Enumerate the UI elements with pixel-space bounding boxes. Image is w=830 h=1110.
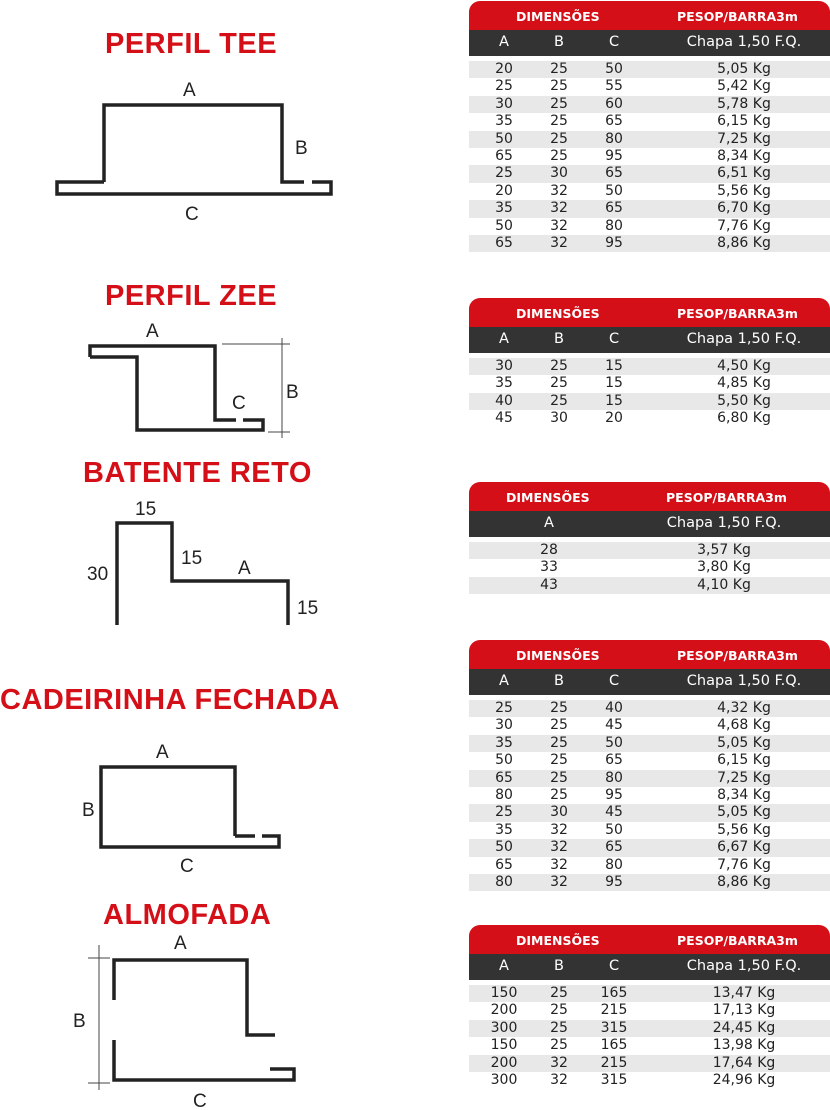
title-perfil-tee: PERFIL TEE	[105, 28, 278, 60]
table-cell: 20	[495, 61, 513, 77]
table-cell: 4,85 Kg	[717, 375, 771, 392]
table-cell: 60	[605, 95, 623, 112]
table-cell: 80	[605, 217, 623, 234]
table-cell: 45	[605, 804, 623, 821]
table-cell: 45	[495, 410, 513, 427]
table-cell: 80	[605, 130, 623, 147]
table-row	[469, 822, 830, 839]
table-cell: 32	[550, 182, 568, 199]
column-header: A	[544, 515, 554, 531]
table-cell: 40	[605, 700, 623, 716]
table-cell: 50	[605, 821, 623, 838]
table-cell: 32	[550, 821, 568, 838]
column-header: B	[554, 331, 564, 347]
table-cell: 32	[550, 234, 568, 251]
table-cell: 25	[550, 392, 568, 409]
table-row	[469, 577, 830, 594]
table-cell: 25	[550, 717, 568, 734]
tee-label-a: A	[183, 80, 196, 101]
table-cell: 25	[550, 1037, 568, 1054]
header-peso: PESOP/BARRA3m	[677, 933, 798, 948]
table-cell: 8,86 Kg	[717, 234, 771, 251]
table-row	[469, 183, 830, 200]
table-cell: 40	[495, 392, 513, 409]
table-cell: 25	[550, 95, 568, 112]
table-cell: 165	[600, 985, 628, 1001]
table-cell: 80	[605, 769, 623, 786]
table-cell: 25	[495, 78, 513, 95]
table-row	[469, 985, 830, 1002]
table-cell: 6,70 Kg	[717, 200, 771, 217]
column-header-weight: Chapa 1,50 F.Q.	[686, 673, 802, 689]
table-cell: 25	[550, 985, 568, 1001]
table-body	[469, 537, 830, 594]
table-cell: 65	[495, 769, 513, 786]
table-cell: 65	[605, 200, 623, 217]
table-cell: 33	[540, 559, 558, 576]
table-cell: 80	[605, 856, 623, 873]
table-body	[469, 695, 830, 891]
title-batente-reto: BATENTE RETO	[83, 457, 312, 489]
table-cell: 50	[495, 217, 513, 234]
table-cell: 5,56 Kg	[717, 182, 771, 199]
table-cell: 25	[550, 700, 568, 716]
title-almofada: ALMOFADA	[103, 899, 272, 931]
table-row	[469, 113, 830, 130]
table-cell: 6,51 Kg	[717, 165, 771, 182]
table-row	[469, 735, 830, 752]
table-cell: 45	[605, 717, 623, 734]
table-cell: 55	[605, 78, 623, 95]
table-row	[469, 148, 830, 165]
table-cell: 15	[605, 392, 623, 409]
table-row	[469, 787, 830, 804]
header-peso: PESOP/BARRA3m	[677, 9, 798, 24]
tee-label-b: B	[295, 138, 308, 159]
title-cadeirinha-fechada: CADEIRINHA FECHADA	[0, 684, 340, 716]
column-header-weight: Chapa 1,50 F.Q.	[666, 515, 782, 531]
table-row	[469, 96, 830, 113]
table-row	[469, 559, 830, 576]
table-cell: 25	[550, 769, 568, 786]
table-cell: 8,34 Kg	[717, 786, 771, 803]
table-subheader	[469, 30, 830, 56]
table-cell: 30	[495, 358, 513, 374]
table-cell: 5,05 Kg	[717, 804, 771, 821]
table-perfil-tee	[469, 1, 830, 252]
table-cell: 165	[600, 1037, 628, 1054]
table-cell: 4,68 Kg	[717, 717, 771, 734]
table-cell: 8,34 Kg	[717, 147, 771, 164]
title-perfil-zee: PERFIL ZEE	[105, 280, 278, 312]
table-cell: 80	[495, 786, 513, 803]
header-dimensoes: DIMENSÕES	[516, 648, 600, 663]
table-cell: 25	[550, 1019, 568, 1036]
perfil-zee-drawing	[90, 321, 299, 438]
perfil-tee-drawing	[57, 80, 331, 225]
table-cell: 5,50 Kg	[717, 392, 771, 409]
header-dimensoes: DIMENSÕES	[516, 9, 600, 24]
column-header: A	[499, 331, 509, 347]
table-cell: 7,76 Kg	[717, 217, 771, 234]
table-cell: 95	[605, 873, 623, 890]
table-body	[469, 353, 830, 428]
header-dimensoes: DIMENSÕES	[516, 933, 600, 948]
header-peso: PESOP/BARRA3m	[677, 306, 798, 321]
table-cell: 65	[605, 165, 623, 182]
table-header	[469, 925, 830, 954]
column-header: C	[608, 34, 620, 50]
header-dimensoes: DIMENSÕES	[516, 306, 600, 321]
table-cell: 25	[550, 78, 568, 95]
table-cell: 35	[495, 734, 513, 751]
table-row	[469, 235, 830, 252]
column-header-weight: Chapa 1,50 F.Q.	[686, 331, 802, 347]
table-cell: 7,25 Kg	[717, 130, 771, 147]
table-cell: 30	[550, 410, 568, 427]
table-cell: 15	[605, 375, 623, 392]
table-batente-reto	[469, 482, 830, 594]
table-cell: 25	[550, 786, 568, 803]
table-cell: 95	[605, 234, 623, 251]
table-row	[469, 1055, 830, 1072]
column-header-weight: Chapa 1,50 F.Q.	[686, 958, 802, 974]
table-row	[469, 839, 830, 856]
table-cell: 5,56 Kg	[717, 821, 771, 838]
almofada-label-b: B	[73, 1011, 86, 1032]
table-cell: 43	[540, 576, 558, 593]
table-cell: 30	[550, 165, 568, 182]
table-cell: 25	[550, 734, 568, 751]
table-cell: 25	[550, 147, 568, 164]
cadeirinha-label-c: C	[180, 856, 194, 877]
table-cell: 25	[495, 804, 513, 821]
table-cell: 13,98 Kg	[712, 1037, 776, 1054]
table-row	[469, 857, 830, 874]
table-cell: 200	[490, 1054, 518, 1071]
table-cell: 35	[495, 200, 513, 217]
table-cell: 6,15 Kg	[717, 752, 771, 769]
table-row	[469, 1020, 830, 1037]
table-header	[469, 1, 830, 30]
table-row	[469, 700, 830, 717]
batente-label-right: 15	[297, 598, 319, 619]
column-header: A	[499, 34, 509, 50]
table-cell: 20	[495, 182, 513, 199]
table-subheader	[469, 511, 830, 537]
table-cell: 50	[495, 839, 513, 856]
table-body	[469, 56, 830, 252]
column-header: B	[554, 673, 564, 689]
almofada-drawing	[73, 933, 294, 1110]
almofada-label-c: C	[193, 1091, 207, 1110]
cadeirinha-label-b: B	[82, 800, 95, 821]
table-cell: 65	[605, 752, 623, 769]
table-cell: 30	[550, 804, 568, 821]
table-body	[469, 980, 830, 1089]
table-almofada	[469, 925, 830, 1089]
column-header: C	[608, 673, 620, 689]
tee-label-c: C	[185, 204, 199, 225]
batente-label-mid: 15	[181, 548, 203, 569]
table-subheader	[469, 954, 830, 980]
table-row	[469, 393, 830, 410]
table-cell: 95	[605, 786, 623, 803]
table-row	[469, 165, 830, 182]
table-cell: 50	[495, 130, 513, 147]
header-dimensoes: DIMENSÕES	[506, 490, 590, 505]
table-cell: 25	[550, 113, 568, 130]
table-cell: 50	[605, 182, 623, 199]
table-cell: 30	[495, 717, 513, 734]
table-cell: 80	[495, 873, 513, 890]
header-peso: PESOP/BARRA3m	[677, 648, 798, 663]
table-cell: 3,57 Kg	[697, 542, 751, 558]
table-subheader	[469, 327, 830, 353]
column-header: C	[608, 331, 620, 347]
table-cell: 200	[490, 1002, 518, 1019]
table-cell: 65	[605, 839, 623, 856]
table-cell: 28	[540, 542, 558, 558]
table-cell: 95	[605, 147, 623, 164]
table-cell: 13,47 Kg	[712, 985, 776, 1001]
table-cell: 32	[550, 217, 568, 234]
table-row	[469, 218, 830, 235]
table-cell: 35	[495, 375, 513, 392]
table-cell: 24,96 Kg	[712, 1071, 776, 1088]
table-cell: 32	[550, 873, 568, 890]
table-row	[469, 1002, 830, 1019]
table-cell: 25	[550, 61, 568, 77]
column-header: C	[608, 958, 620, 974]
almofada-label-a: A	[174, 933, 187, 954]
table-row	[469, 804, 830, 821]
batente-label-left: 30	[87, 564, 109, 585]
batente-label-top: 15	[135, 499, 157, 520]
cadeirinha-fechada-drawing	[82, 742, 279, 877]
table-cell: 25	[495, 165, 513, 182]
table-cell: 17,13 Kg	[712, 1002, 776, 1019]
table-row	[469, 131, 830, 148]
table-cell: 65	[495, 147, 513, 164]
column-header: A	[499, 958, 509, 974]
table-cell: 5,05 Kg	[717, 734, 771, 751]
table-cell: 24,45 Kg	[712, 1019, 776, 1036]
table-cell: 25	[550, 130, 568, 147]
table-cell: 65	[495, 234, 513, 251]
table-cell: 215	[600, 1002, 628, 1019]
table-cell: 4,50 Kg	[717, 358, 771, 374]
table-row	[469, 752, 830, 769]
table-cell: 5,42 Kg	[717, 78, 771, 95]
table-cell: 215	[600, 1054, 628, 1071]
table-row	[469, 61, 830, 78]
table-row	[469, 358, 830, 375]
table-row	[469, 375, 830, 392]
table-cell: 4,32 Kg	[717, 700, 771, 716]
table-cell: 300	[490, 1071, 518, 1088]
table-row	[469, 78, 830, 95]
table-cell: 25	[550, 375, 568, 392]
table-cell: 5,78 Kg	[717, 95, 771, 112]
table-row	[469, 770, 830, 787]
table-cell: 32	[550, 1071, 568, 1088]
cadeirinha-label-a: A	[156, 742, 169, 763]
column-header-weight: Chapa 1,50 F.Q.	[686, 34, 802, 50]
table-cell: 32	[550, 1054, 568, 1071]
table-cell: 32	[550, 200, 568, 217]
table-cell: 15	[605, 358, 623, 374]
table-cell: 65	[495, 856, 513, 873]
table-cell: 5,05 Kg	[717, 61, 771, 77]
table-cell: 7,76 Kg	[717, 856, 771, 873]
table-row	[469, 410, 830, 427]
batente-label-a: A	[238, 558, 251, 579]
table-cell: 3,80 Kg	[697, 559, 751, 576]
table-cell: 35	[495, 821, 513, 838]
table-cell: 150	[490, 985, 518, 1001]
table-cell: 20	[605, 410, 623, 427]
table-cell: 300	[490, 1019, 518, 1036]
table-cadeirinha-fechada	[469, 640, 830, 891]
table-cell: 7,25 Kg	[717, 769, 771, 786]
table-header	[469, 640, 830, 669]
table-row	[469, 717, 830, 734]
header-peso: PESOP/BARRA3m	[666, 490, 787, 505]
table-row	[469, 542, 830, 559]
zee-label-a: A	[146, 321, 159, 342]
column-header: B	[554, 34, 564, 50]
table-cell: 32	[550, 856, 568, 873]
table-cell: 8,86 Kg	[717, 873, 771, 890]
table-cell: 65	[605, 113, 623, 130]
table-cell: 50	[495, 752, 513, 769]
table-perfil-zee	[469, 298, 830, 428]
table-row	[469, 874, 830, 891]
table-subheader	[469, 669, 830, 695]
table-header	[469, 298, 830, 327]
column-header: B	[554, 958, 564, 974]
table-cell: 315	[600, 1019, 628, 1036]
table-cell: 6,67 Kg	[717, 839, 771, 856]
table-row	[469, 1072, 830, 1089]
column-header: A	[499, 673, 509, 689]
table-cell: 6,15 Kg	[717, 113, 771, 130]
table-cell: 50	[605, 61, 623, 77]
table-cell: 315	[600, 1071, 628, 1088]
table-cell: 17,64 Kg	[712, 1054, 776, 1071]
table-cell: 35	[495, 113, 513, 130]
table-cell: 25	[550, 1002, 568, 1019]
table-row	[469, 200, 830, 217]
table-cell: 25	[550, 752, 568, 769]
table-cell: 50	[605, 734, 623, 751]
table-cell: 25	[550, 358, 568, 374]
table-cell: 25	[495, 700, 513, 716]
zee-label-c: C	[232, 393, 246, 414]
table-row	[469, 1037, 830, 1054]
table-cell: 6,80 Kg	[717, 410, 771, 427]
table-header	[469, 482, 830, 511]
table-cell: 32	[550, 839, 568, 856]
table-cell: 30	[495, 95, 513, 112]
table-cell: 4,10 Kg	[697, 576, 751, 593]
table-cell: 150	[490, 1037, 518, 1054]
zee-label-b: B	[286, 382, 299, 403]
batente-reto-drawing	[87, 499, 318, 625]
